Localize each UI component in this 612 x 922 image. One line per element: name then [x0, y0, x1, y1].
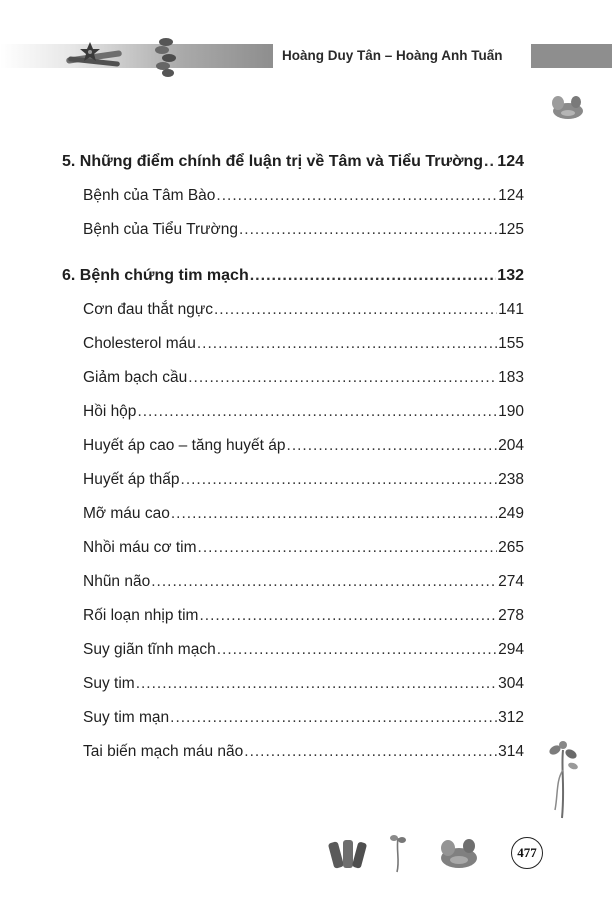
dot-leader	[170, 701, 497, 735]
dot-leader	[217, 633, 497, 667]
toc-item[interactable]: Tai biến mạch máu não ..... 314	[62, 735, 524, 769]
toc-item[interactable]: Nhồi máu cơ tim ..... 265	[62, 531, 524, 565]
toc-item[interactable]: Suy tim ..... 304	[62, 667, 524, 701]
dried-herbs-icon	[327, 834, 369, 874]
dot-leader	[244, 735, 497, 769]
toc-section-heading[interactable]: 6. Bệnh chứng tim mạch ..... 132	[62, 259, 524, 293]
dot-leader	[239, 213, 497, 247]
dot-leader	[287, 429, 498, 463]
dot-leader	[197, 327, 497, 361]
toc-item[interactable]: Rối loạn nhịp tim ..... 278	[62, 599, 524, 633]
page-number: 477	[511, 837, 543, 869]
dot-leader	[214, 293, 497, 327]
dot-leader	[136, 667, 497, 701]
toc-item[interactable]: Suy tim mạn ..... 312	[62, 701, 524, 735]
dot-leader	[199, 599, 497, 633]
dot-leader	[250, 259, 497, 293]
dot-leader	[198, 531, 498, 565]
toc-item[interactable]: Bệnh của Tâm Bào ..... 124	[62, 179, 524, 213]
toc-item[interactable]: Cơn đau thắt ngực ..... 141	[62, 293, 524, 327]
table-of-contents	[62, 145, 524, 769]
dot-leader	[151, 565, 497, 599]
dot-leader	[181, 463, 498, 497]
toc-item[interactable]: Cholesterol máu ..... 155	[62, 327, 524, 361]
toc-item[interactable]: Suy giãn tĩnh mạch ..... 294	[62, 633, 524, 667]
dot-leader	[484, 145, 496, 179]
dot-leader	[137, 395, 497, 429]
toc-item[interactable]: Hồi hộp ..... 190	[62, 395, 524, 429]
dot-leader	[188, 361, 497, 395]
toc-item[interactable]: Mỡ máu cao ..... 249	[62, 497, 524, 531]
dot-leader	[216, 179, 497, 213]
mushroom-cluster-icon	[153, 36, 179, 78]
header-right-bar	[531, 44, 612, 68]
toc-item[interactable]: Giảm bạch cầu ..... 183	[62, 361, 524, 395]
small-ginseng-icon	[388, 832, 408, 874]
dot-leader	[171, 497, 497, 531]
ginger-root-icon	[436, 834, 482, 874]
toc-item[interactable]: Huyết áp cao – tăng huyết áp ..... 204	[62, 429, 524, 463]
header-authors: Hoàng Duy Tân – Hoàng Anh Tuấn	[282, 48, 503, 63]
toc-item[interactable]: Huyết áp thấp ..... 238	[62, 463, 524, 497]
toc-item[interactable]: Bệnh của Tiểu Trường ..... 125	[62, 213, 524, 247]
toc-item[interactable]: Nhũn não ..... 274	[62, 565, 524, 599]
ginger-icon	[548, 93, 588, 123]
cinnamon-anise-icon	[64, 40, 126, 72]
ginseng-herb-icon	[546, 740, 580, 820]
toc-section-heading[interactable]: 5. Những điểm chính để luận trị về Tâm và Tiểu Trường ..... 124	[62, 145, 524, 179]
